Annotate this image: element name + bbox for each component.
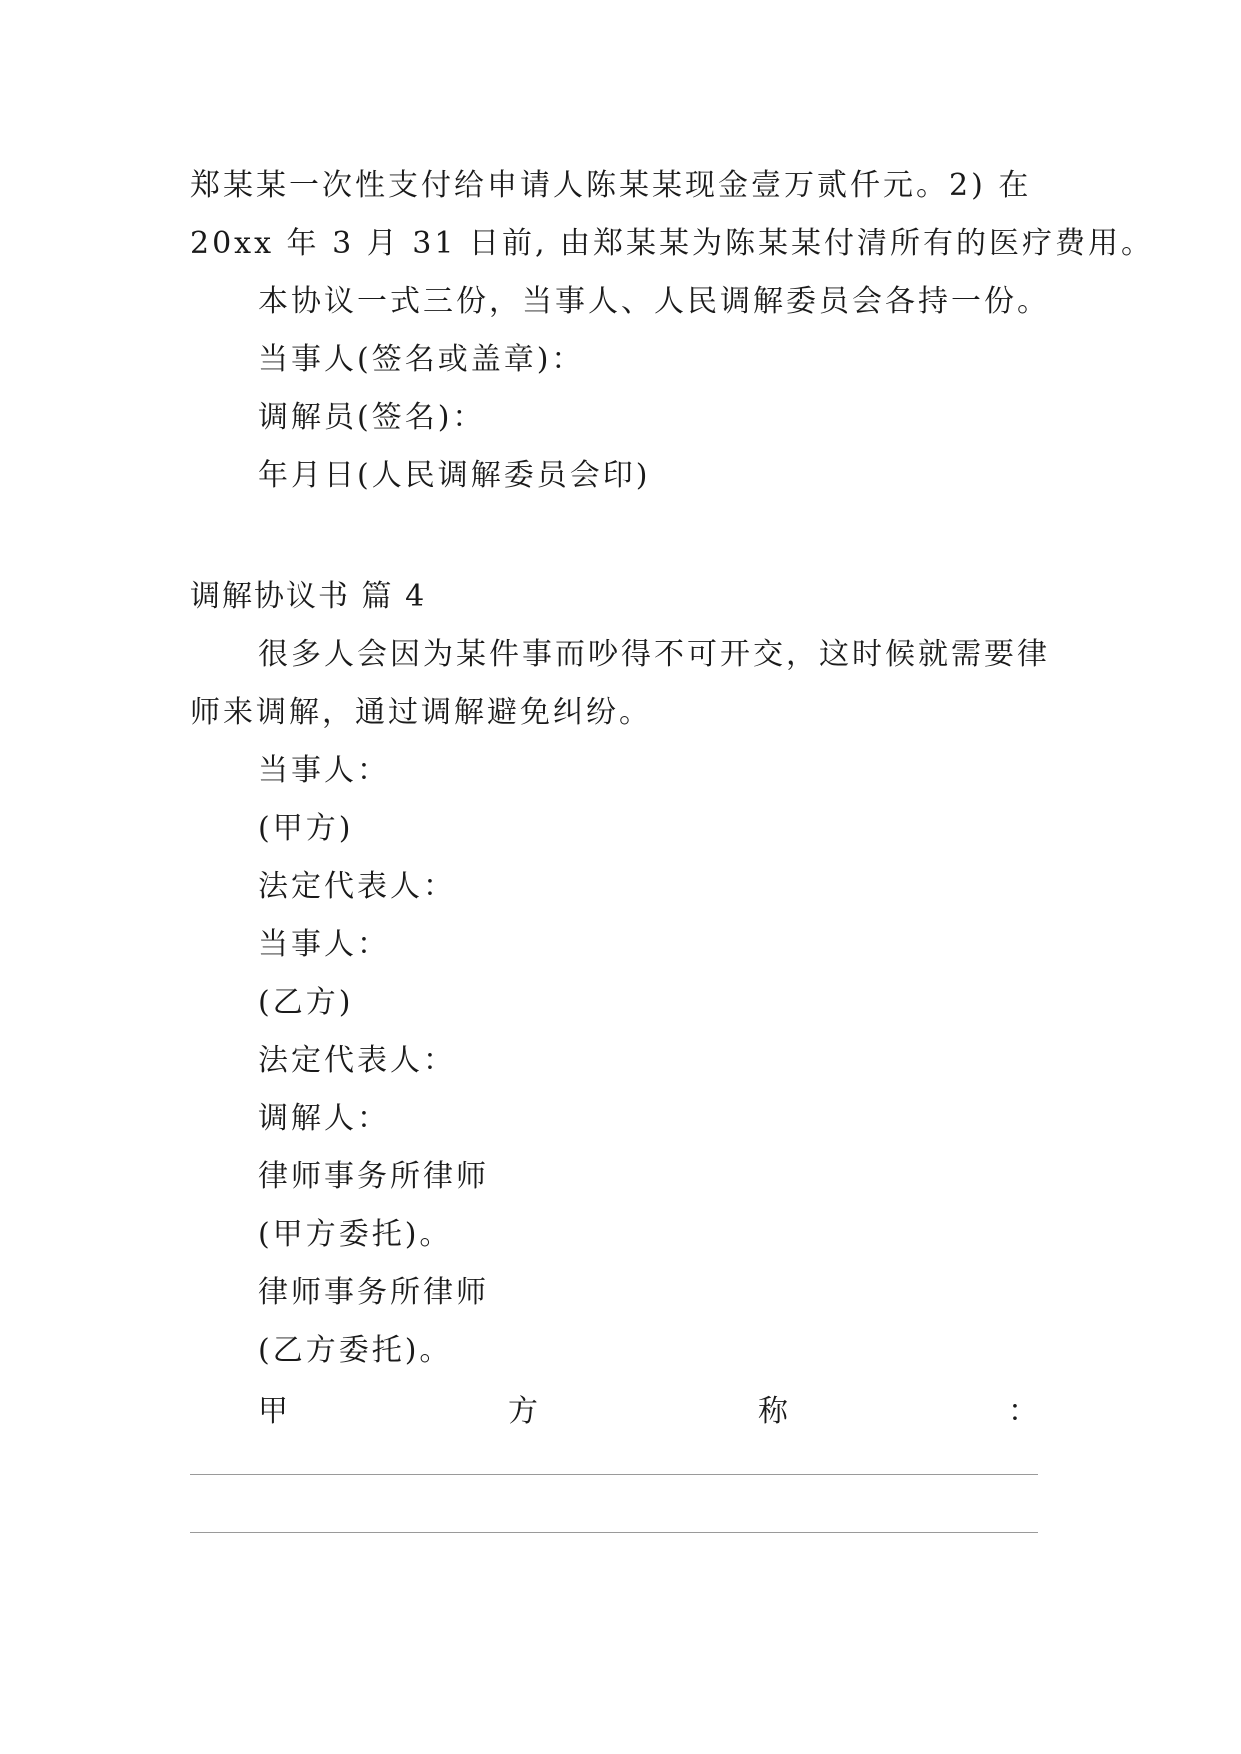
blank-fill-line	[190, 1532, 1038, 1533]
body-line: 师来调解，通过调解避免纠纷。	[190, 695, 652, 730]
spread-char: 称	[758, 1394, 788, 1429]
spread-char: 方	[508, 1394, 538, 1429]
party-b-entrusted: (乙方委托)。	[258, 1333, 453, 1368]
party-label: 当事人：	[258, 753, 390, 788]
body-line: 郑某某一次性支付给申请人陈某某现金壹万贰仟元。2) 在	[190, 168, 1032, 203]
law-firm-line: 律师事务所律师	[258, 1159, 489, 1194]
mediator-label: 调解人：	[258, 1101, 390, 1136]
spread-char: ：	[1008, 1394, 1038, 1429]
spread-char: 甲	[258, 1394, 288, 1429]
signature-line-mediator: 调解员(签名)：	[258, 400, 486, 435]
body-line: 20xx 年 3 月 31 日前, 由郑某某为陈某某付清所有的医疗费用。	[190, 226, 1155, 261]
body-line: 很多人会因为某件事而吵得不可开交，这时候就需要律	[258, 637, 1050, 672]
legal-rep-label: 法定代表人：	[258, 1043, 456, 1078]
legal-rep-label: 法定代表人：	[258, 869, 456, 904]
date-seal-line: 年月日(人民调解委员会印)	[258, 458, 651, 493]
section-heading: 调解协议书 篇 4	[190, 579, 427, 614]
party-label: 当事人：	[258, 927, 390, 962]
party-b-label: (乙方)	[258, 985, 354, 1020]
signature-line-parties: 当事人(签名或盖章)：	[258, 342, 585, 377]
blank-fill-line	[190, 1474, 1038, 1475]
body-line: 本协议一式三份，当事人、人民调解委员会各持一份。	[258, 284, 1050, 319]
party-a-name-line	[258, 1392, 1038, 1432]
party-a-entrusted: (甲方委托)。	[258, 1217, 453, 1252]
party-a-label: (甲方)	[258, 811, 354, 846]
law-firm-line: 律师事务所律师	[258, 1275, 489, 1310]
